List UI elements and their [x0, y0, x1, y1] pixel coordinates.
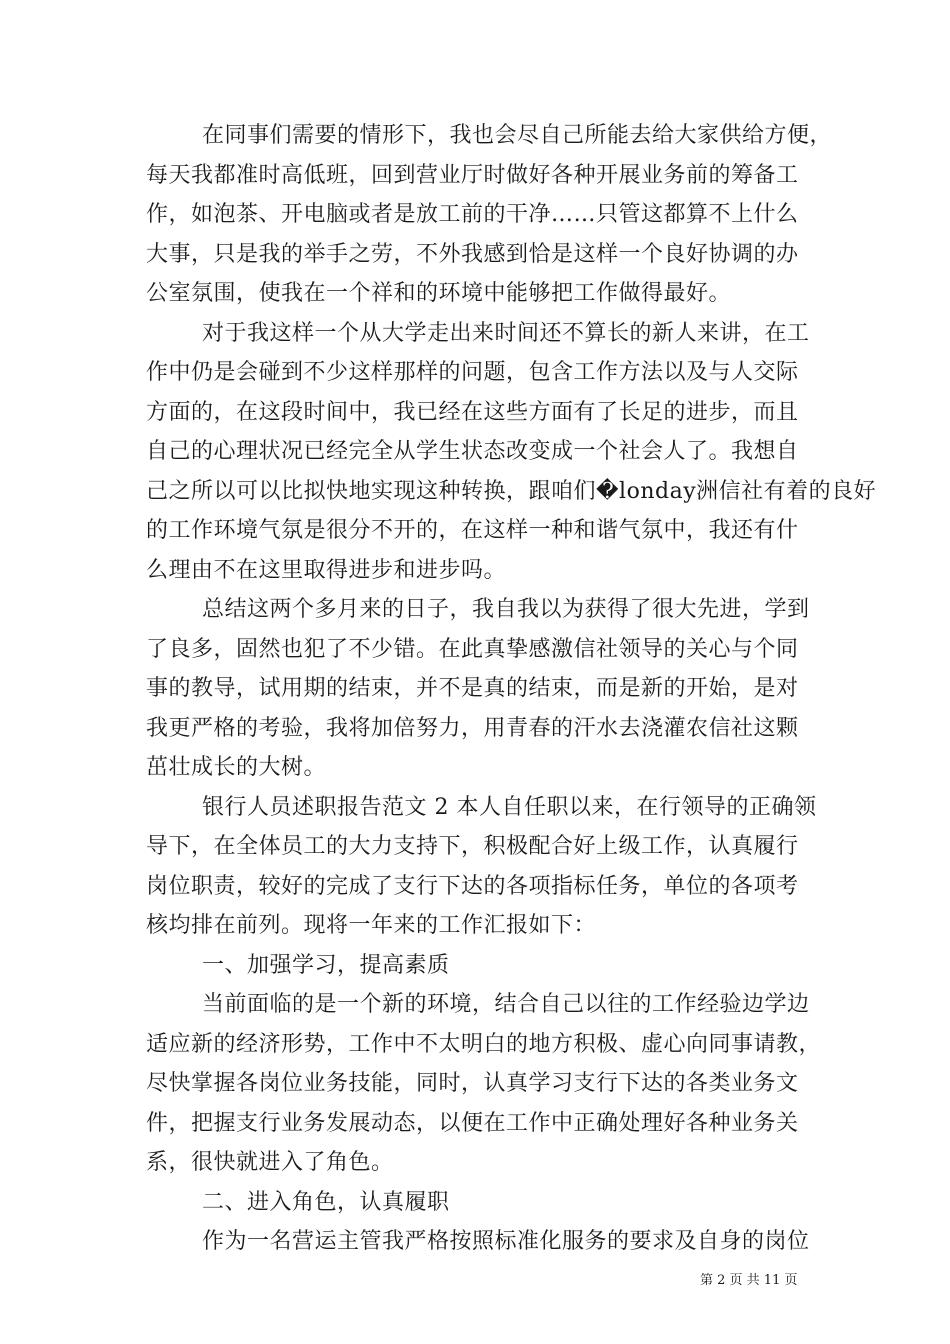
text-line: 系，很快就进入了角色。	[146, 1150, 394, 1175]
text-line: 对于我这样一个从大学走出来时间还不算长的新人来讲，在工	[202, 321, 810, 346]
text-line: 己之所以可以比拟快地实现这种转换，跟咱们�londay洲信社有着的良好	[146, 479, 877, 504]
text-line: 作为一名营运主管我严格按照标准化服务的要求及自身的岗位	[202, 1229, 810, 1254]
text-line: 公室氛围，使我在一个祥和的环境中能够把工作做得最好。	[146, 281, 732, 306]
section-heading: 一、加强学习，提高素质	[202, 953, 450, 978]
section-heading: 二、进入角色，认真履职	[202, 1190, 450, 1215]
text-line: 在同事们需要的情形下，我也会尽自己所能去给大家供给方便，	[202, 123, 833, 148]
text-line: 当前面临的是一个新的环境，结合自己以往的工作经验边学边	[202, 992, 810, 1017]
text-line: 茁壮成长的大树。	[146, 755, 327, 780]
text-line: 银行人员述职报告范文 2 本人自任职以来，在行领导的正确领	[202, 795, 817, 820]
text-line: 作，如泡茶、开电脑或者是放工前的干净……只管这都算不上什么	[146, 202, 799, 227]
text-line: 件，把握支行业务发展动态，以便在工作中正确处理好各种业务关	[146, 1111, 799, 1136]
text-line: 每天我都准时高低班，回到营业厅时做好各种开展业务前的筹备工	[146, 163, 799, 188]
text-line: 事的教导，试用期的结束，并不是真的结束，而是新的开始，是对	[146, 676, 799, 701]
text-line: 尽快掌握各岗位业务技能，同时，认真学习支行下达的各类业务文	[146, 1071, 799, 1096]
text-line: 么理由不在这里取得进步和进步吗。	[146, 558, 507, 583]
text-line: 总结这两个多月来的日子，我自我以为获得了很大先进，学到	[202, 597, 810, 622]
text-line: 岗位职责，较好的完成了支行下达的各项指标任务，单位的各项考	[146, 874, 799, 899]
text-line: 作中仍是会碰到不少这样那样的问题，包含工作方法以及与人交际	[146, 360, 799, 385]
text-line: 我更严格的考验，我将加倍努力，用青春的汗水去浇灌农信社这颗	[146, 716, 799, 741]
text-line: 适应新的经济形势，工作中不太明白的地方积极、虚心向同事请教，	[146, 1032, 822, 1057]
text-line: 自己的心理状况已经完全从学生状态改变成一个社会人了。我想自	[146, 439, 799, 464]
text-line: 核均排在前列。现将一年来的工作汇报如下：	[146, 913, 597, 938]
text-line: 了良多，固然也犯了不少错。在此真挚感激信社领导的关心与个同	[146, 637, 799, 662]
text-line: 导下，在全体员工的大力支持下，积极配合好上级工作，认真履行	[146, 834, 799, 859]
text-line: 方面的，在这段时间中，我已经在这些方面有了长足的进步，而且	[146, 400, 799, 425]
text-line: 的工作环境气氛是很分不开的，在这样一种和谐气氛中，我还有什	[146, 518, 799, 543]
text-line: 大事，只是我的举手之劳，不外我感到恰是这样一个良好协调的办	[146, 242, 799, 267]
page-number: 第 2 页 共 11 页	[700, 1273, 798, 1288]
